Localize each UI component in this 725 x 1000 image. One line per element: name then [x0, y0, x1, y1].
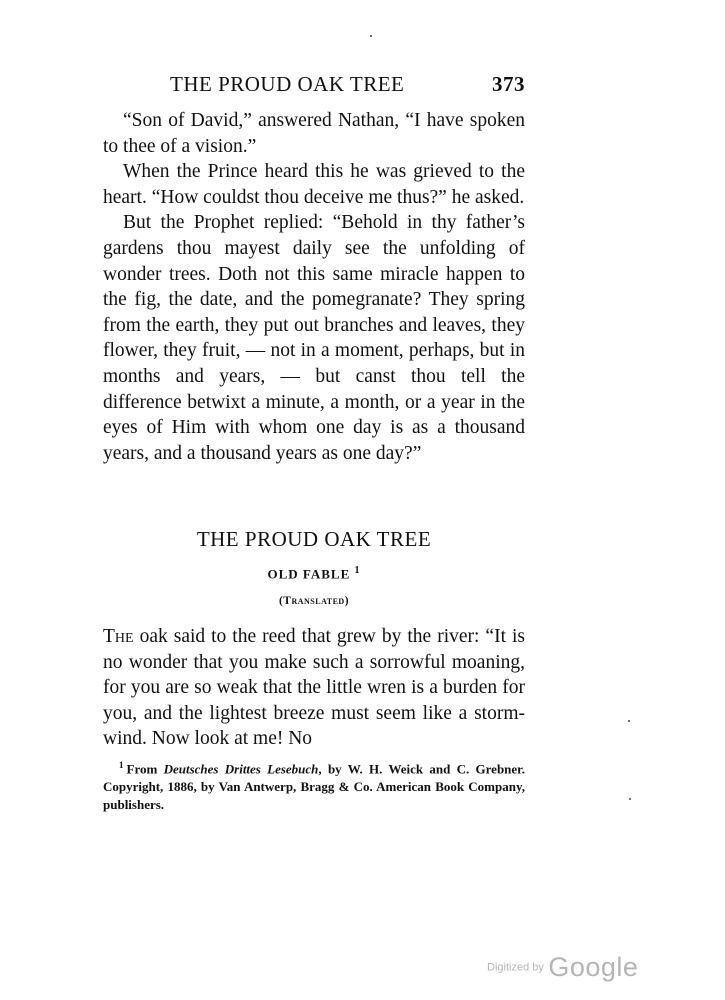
speck — [628, 720, 630, 722]
digitized-watermark — [487, 952, 638, 983]
page-number: 373 — [492, 72, 525, 96]
section-title: THE PROUD OAK TREE — [196, 527, 432, 551]
lead-word: The — [103, 626, 134, 647]
speck — [629, 798, 631, 800]
paragraph: “Son of David,” answered Nathan, “I have spoken to thee of a vision.” — [103, 110, 525, 157]
translated-label — [103, 595, 525, 607]
paragraph: But the Prophet replied: “Behold in thy father’s gardens thou mayest daily see the unfolding of wonder trees. Doth not this same miracle happen to the fig, the date, and the pomegranate? They spring from the earth, they put out branches and leaves, they flower, they fruit, — not in a moment, perhaps, but in months and years, — but canst thou tell the difference betwixt a minute, a month, or a year in the eyes of Him with whom one day is as a thousand years, and a thousand years as one day?” — [103, 212, 525, 464]
story-text — [103, 624, 525, 752]
speck — [370, 35, 372, 37]
footnote-mark: 1 — [119, 760, 124, 770]
footnote-lead: From — [126, 761, 158, 777]
footnote-text — [103, 756, 525, 814]
watermark-prefix: Digitized by — [487, 961, 544, 974]
footnote-rest: , by W. H. Weick and C. Grebner. Copyright, 1886, by Van Antwerp, Bragg & Co. American Book Company, publishers. — [103, 761, 526, 813]
story-body: oak said to the reed that grew by the river: “It is no wonder that you make such a sorrowful moaning, for you are so weak that the little wren is a burden for you, and the lightest breeze must seem like a storm-wind. Now look at me! No — [103, 626, 525, 750]
google-logo: Google — [548, 952, 639, 982]
text-block-top — [103, 108, 525, 466]
translated-text: (Translated) — [278, 595, 350, 607]
subtitle-text: OLD FABLE — [267, 566, 351, 582]
paragraph — [103, 624, 525, 752]
section-subtitle — [103, 565, 525, 582]
running-head-title: THE PROUD OAK TREE — [170, 72, 405, 96]
footnote-reference: 1 — [354, 565, 361, 576]
footnote-source-title: Deutsches Drittes Lesebuch — [163, 761, 319, 777]
paragraph: When the Prince heard this he was grieved to the heart. “How couldst thou deceive me thus?” he asked. — [103, 161, 525, 208]
footnote — [103, 756, 525, 814]
